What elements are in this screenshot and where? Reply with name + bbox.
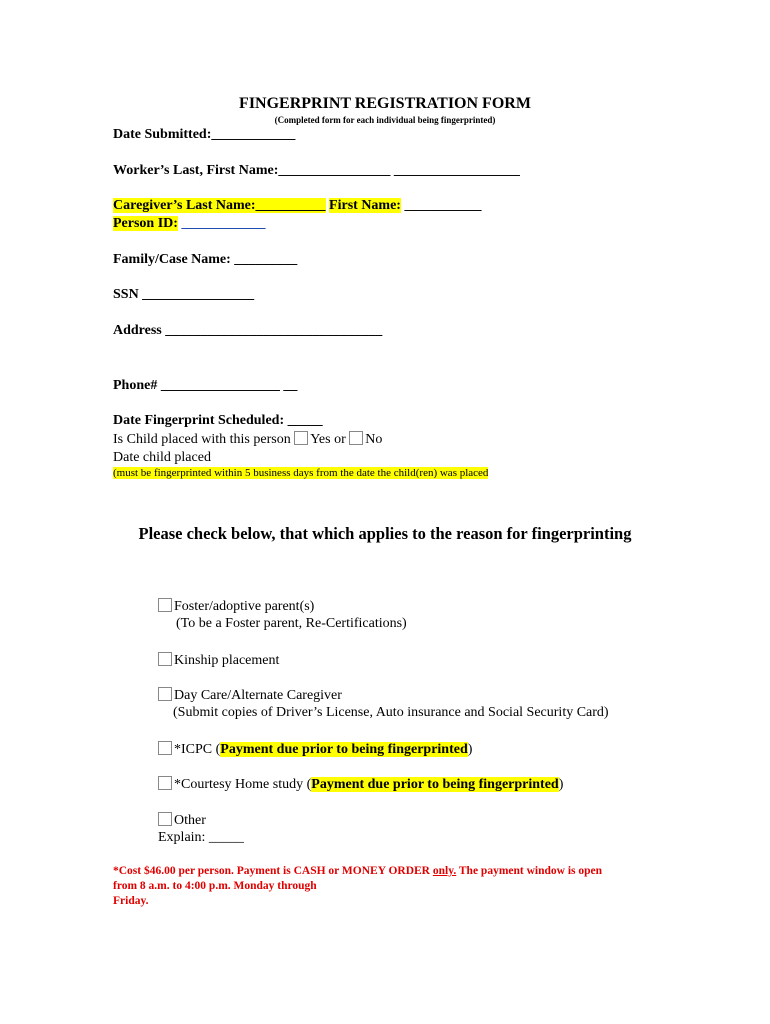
address-field[interactable]: Address _______________________________ (113, 323, 383, 338)
foster-checkbox[interactable] (158, 598, 172, 612)
yes-label: Yes or (310, 432, 346, 447)
person-id-label: Person ID: (113, 216, 178, 231)
courtesy-suffix: ) (558, 777, 564, 792)
reason-foster-row (158, 598, 314, 615)
caregiver-first-name-label: First Name: (329, 198, 401, 213)
form-title: FINGERPRINT REGISTRATION FORM (239, 95, 531, 112)
explain-field[interactable]: Explain: _____ (158, 830, 244, 845)
courtesy-payment-note: Payment due prior to being fingerprinted (311, 777, 559, 792)
caregiver-first-name-blank[interactable]: ___________ (404, 198, 482, 213)
reason-daycare-row (158, 687, 342, 704)
cost-notice-line3: Friday. (113, 895, 149, 907)
worker-name-field[interactable]: Worker’s Last, First Name:________________ __________________ (113, 163, 520, 178)
daycare-subtext: (Submit copies of Driver’s License, Auto insurance and Social Security Card) (173, 705, 609, 720)
placement-note-text: (must be fingerprinted within 5 business days from the date the child(ren) was placed (113, 467, 489, 479)
child-placed-yes-checkbox[interactable] (294, 431, 308, 445)
cost-text: *Cost $46.00 per person. Payment is CASH or MONEY ORDER (113, 865, 433, 877)
reason-courtesy-row (158, 776, 563, 793)
caregiver-last-name-field[interactable]: Caregiver’s Last Name:__________ (113, 198, 326, 213)
kinship-checkbox[interactable] (158, 652, 172, 666)
foster-label: Foster/adoptive parent(s) (174, 599, 315, 614)
ssn-field[interactable]: SSN ________________ (113, 287, 255, 302)
reason-icpc-row (158, 741, 472, 758)
cost-notice-line1 (113, 865, 602, 877)
caregiver-name-row (113, 198, 481, 214)
child-placed-no-checkbox[interactable] (349, 431, 363, 445)
reason-other-row (158, 812, 206, 829)
date-fingerprint-scheduled-field[interactable]: Date Fingerprint Scheduled: _____ (113, 413, 323, 428)
person-id-row (113, 216, 265, 232)
courtesy-prefix: *Courtesy Home study ( (174, 777, 312, 792)
phone-field[interactable]: Phone# _________________ __ (113, 378, 298, 393)
cost-only: only. (432, 865, 457, 877)
date-submitted-field[interactable]: Date Submitted:____________ (113, 127, 296, 142)
no-label: No (365, 432, 383, 447)
daycare-checkbox[interactable] (158, 687, 172, 701)
icpc-payment-note: Payment due prior to being fingerprinted (220, 742, 468, 757)
other-label: Other (174, 813, 206, 828)
child-placed-question: Is Child placed with this person (113, 432, 291, 447)
reasons-heading: Please check below, that which applies to the reason for fingerprinting (138, 524, 632, 543)
icpc-prefix: *ICPC ( (174, 742, 221, 757)
foster-subtext: (To be a Foster parent, Re-Certifications) (176, 616, 407, 631)
form-subtitle: (Completed form for each individual being fingerprinted) (274, 115, 496, 125)
other-checkbox[interactable] (158, 812, 172, 826)
reason-kinship-row (158, 652, 279, 669)
placement-note (113, 467, 488, 479)
daycare-label: Day Care/Alternate Caregiver (174, 688, 342, 703)
icpc-checkbox[interactable] (158, 741, 172, 755)
cost-notice-line2: from 8 a.m. to 4:00 p.m. Monday through (113, 880, 317, 892)
date-child-placed-field[interactable]: Date child placed (113, 450, 211, 465)
person-id-blank[interactable]: ____________ (181, 216, 266, 231)
family-case-name-field[interactable]: Family/Case Name: _________ (113, 252, 298, 267)
kinship-label: Kinship placement (174, 653, 280, 668)
icpc-suffix: ) (467, 742, 473, 757)
child-placed-row (113, 431, 382, 448)
courtesy-checkbox[interactable] (158, 776, 172, 790)
cost-window-text: The payment window is open (456, 865, 603, 877)
